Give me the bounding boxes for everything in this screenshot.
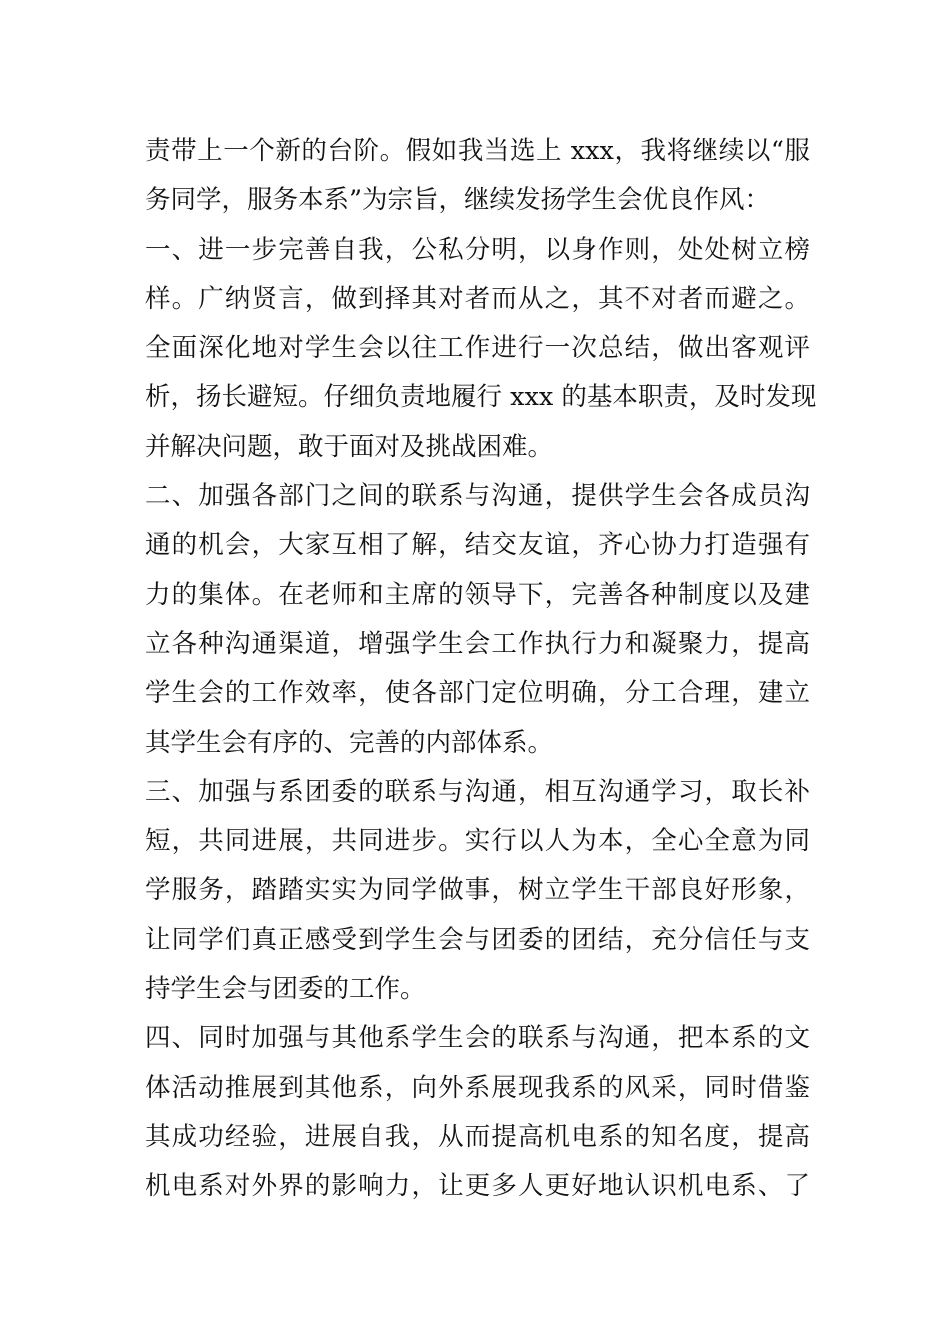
text-line: 学服务，踏踏实实为同学做事，树立学生干部良好形象，	[145, 875, 810, 906]
text-line: 立各种沟通渠道，增强学生会工作执行力和凝聚力，提高	[145, 628, 810, 659]
text-line: 样。广纳贤言，做到择其对者而从之，其不对者而避之。	[145, 283, 810, 314]
text-line: 二、加强各部门之间的联系与沟通，提供学生会各成员沟	[145, 481, 810, 512]
text-line: 通的机会，大家互相了解，结交友谊，齐心协力打造强有	[145, 530, 810, 561]
document-body	[145, 127, 817, 1212]
text-line: 机电系对外界的影响力，让更多人更好地认识机电系、了	[145, 1171, 810, 1202]
text-line: 并解决问题，敢于面对及挑战困难。	[145, 431, 554, 462]
text-line: 学生会的工作效率，使各部门定位明确，分工合理，建立	[145, 678, 810, 709]
text-line: 析，扬长避短。仔细负责地履行 xxx 的基本职责，及时发现	[145, 382, 817, 413]
text-line: 三、加强与系团委的联系与沟通，相互沟通学习，取长补	[145, 776, 810, 807]
text-line: 其学生会有序的、完善的内部体系。	[145, 727, 554, 758]
text-line: 务同学，服务本系”为宗旨，继续发扬学生会优良作风：	[145, 185, 771, 216]
text-line: 其成功经验，进展自我，从而提高机电系的知名度，提高	[145, 1121, 810, 1152]
text-line: 让同学们真正感受到学生会与团委的团结，充分信任与支	[145, 924, 810, 955]
text-line: 一、进一步完善自我，公私分明，以身作则，处处树立榜	[145, 234, 810, 265]
text-line: 责带上一个新的台阶。假如我当选上 xxx，我将继续以“服	[145, 136, 810, 166]
text-line: 四、同时加强与其他系学生会的联系与沟通，把本系的文	[145, 1023, 810, 1054]
text-line: 力的集体。在老师和主席的领导下，完善各种制度以及建	[145, 579, 810, 610]
text-line: 全面深化地对学生会以往工作进行一次总结，做出客观评	[145, 333, 810, 364]
text-line: 体活动推展到其他系，向外系展现我系的风采，同时借鉴	[145, 1072, 810, 1103]
text-line: 短，共同进展，共同进步。实行以人为本，全心全意为同	[145, 826, 810, 857]
text-line: 持学生会与团委的工作。	[145, 974, 426, 1005]
